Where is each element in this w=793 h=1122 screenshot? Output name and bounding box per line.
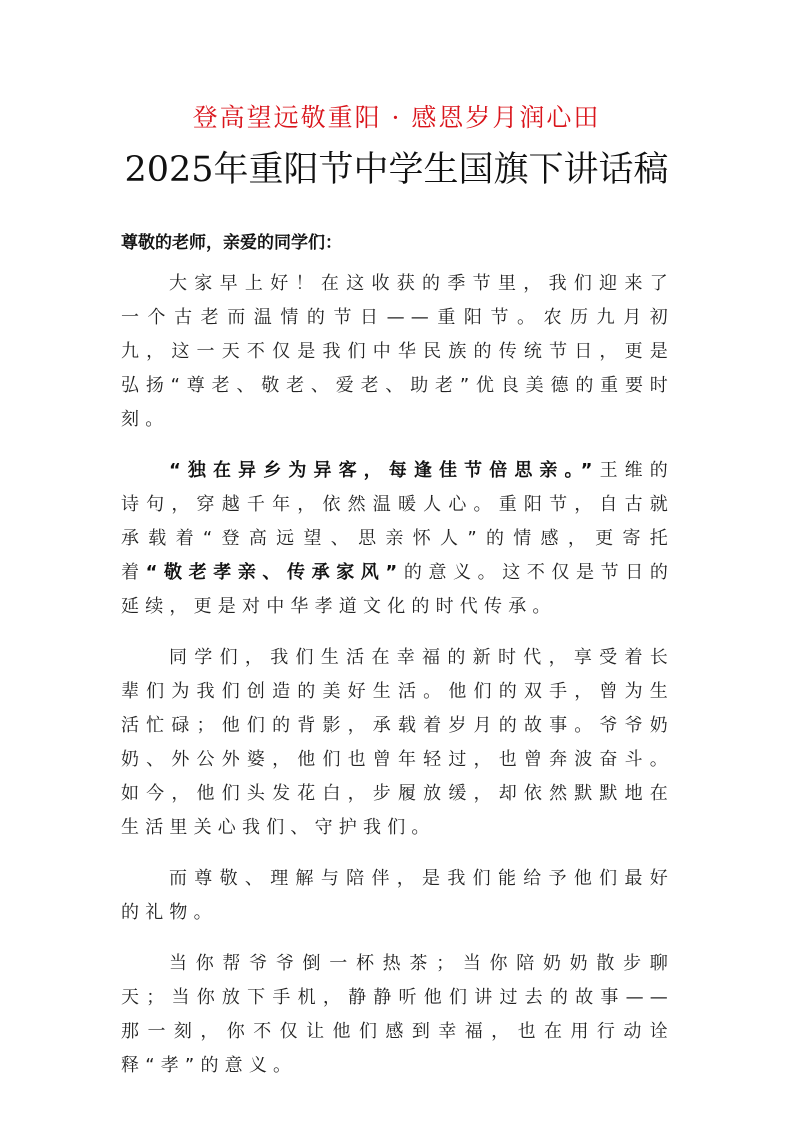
paragraph-text: 而尊敬、理解与陪伴，是我们能给予他们最好的礼物。 bbox=[121, 868, 674, 923]
paragraph-text: 的意义。这不仅是节日的延续，更是对中华孝道文化的时代传承。 bbox=[121, 562, 675, 617]
paragraph-2 bbox=[121, 454, 674, 624]
poem-quote: “独在异乡为异客，每逢佳节倍思亲。” bbox=[169, 460, 599, 481]
paragraph-text: 大家早上好！在这收获的季节里，我们迎来了一个古老而温情的节日——重阳节。农历九月初九，这一天不仅是我们中华民族的传统节日，更是弘扬“尊老、敬老、爱老、助老”优良美德的重要时刻。 bbox=[121, 273, 674, 430]
salutation: 尊敬的老师，亲爱的同学们： bbox=[121, 233, 342, 253]
emphasis-quote: “敬老孝亲、传承家风” bbox=[145, 562, 404, 583]
paragraph-text: 当你帮爷爷倒一杯热茶；当你陪奶奶散步聊天；当你放下手机，静静听他们讲过去的故事——那一刻，你不仅让他们感到幸福，也在用行动诠释“孝”的意义。 bbox=[121, 953, 674, 1076]
paragraph-3 bbox=[121, 641, 674, 845]
paragraph-text: 王维的诗句，穿越千年，依然温暖人心。重阳节，自古就承载着“登高远望、思亲怀人”的情感，更寄托着 bbox=[121, 460, 674, 583]
document-title: 2025年重阳节中学生国旗下讲话稿 bbox=[124, 150, 669, 190]
paragraph-4 bbox=[121, 862, 674, 930]
document-subtitle: 登高望远敬重阳 · 感恩岁月润心田 bbox=[192, 103, 601, 132]
paragraph-text: 同学们，我们生活在幸福的新时代，享受着长辈们为我们创造的美好生活。他们的双手，曾为生活忙碌；他们的背影，承载着岁月的故事。爷爷奶奶、外公外婆，他们也曾年轻过，也曾奔波奋斗。如今，他们头发花白，步履放缓，却依然默默地在生活里关心我们、守护我们。 bbox=[121, 647, 674, 838]
paragraph-5 bbox=[121, 947, 674, 1083]
paragraph-1 bbox=[121, 267, 674, 437]
document-body bbox=[121, 267, 674, 1083]
